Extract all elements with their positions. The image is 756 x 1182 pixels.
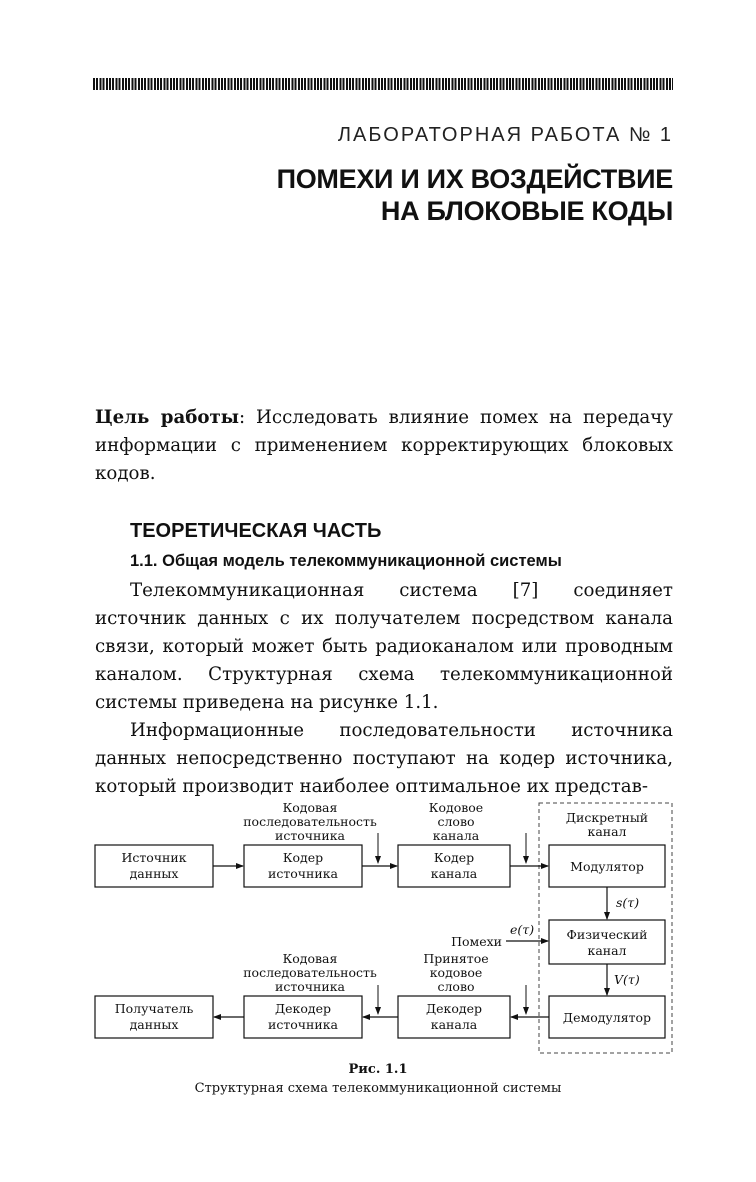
code-word-top-3: канала: [432, 828, 480, 843]
physical-channel-label-2: канал: [587, 943, 627, 958]
goal-text: : Исследовать влияние помех на передачу информации с применением корректирующих блоковых кодов.: [95, 407, 674, 484]
source-coder-label-2: источника: [268, 866, 338, 881]
source-label-1: Источник: [121, 850, 187, 865]
subsection-heading: 1.1. Общая модель телекоммуникационной системы: [130, 552, 562, 570]
code-word-top-2: слово: [437, 814, 475, 829]
modulator-label: Модулятор: [570, 859, 644, 874]
code-word-top-1: Кодовое: [428, 800, 484, 815]
channel-coder-label-1: Кодер: [433, 850, 475, 865]
source-decoder-label-1: Декодер: [275, 1001, 331, 1016]
source-decoder-label-2: источника: [268, 1017, 338, 1032]
paragraph-1: Телекоммуникационная система [7] соединяет источник данных с их получателем посредством канала связи, который может быть радиоканалом или проводным каналом. Структурная схема телекоммуникационной системы приведена на рисунке 1.1.: [95, 580, 673, 713]
title-line-1: ПОМЕХИ И ИХ ВОЗДЕЙСТВИЕ: [276, 164, 673, 194]
signal-s: s(τ): [616, 895, 640, 910]
channel-decoder-label-2: канала: [430, 1017, 478, 1032]
paragraph-2: Информационные последовательности источника данных непосредственно поступают на кодер источника, который производит наиболее оптимальное их представ-: [95, 720, 673, 797]
section-heading: ТЕОРЕТИЧЕСКАЯ ЧАСТЬ: [130, 520, 382, 542]
title-line-2: НА БЛОКОВЫЕ КОДЫ: [380, 196, 673, 226]
figure-caption: Структурная схема телекоммуникационной системы: [194, 1081, 562, 1096]
source-coder-label-1: Кодер: [282, 850, 324, 865]
discrete-channel-label-1: Дискретный: [565, 810, 649, 825]
goal-label: Цель работы: [95, 407, 240, 428]
noise-label: Помехи: [451, 934, 502, 949]
channel-decoder-label-1: Декодер: [426, 1001, 482, 1016]
discrete-channel-label-2: канал: [587, 824, 627, 839]
lab-number: ЛАБОРАТОРНАЯ РАБОТА № 1: [337, 124, 673, 146]
received-word-3: слово: [437, 979, 475, 994]
receiver-label-2: данных: [129, 1017, 179, 1032]
receiver-label-1: Получатель: [114, 1001, 194, 1016]
code-sequence-bottom-2: последовательность: [243, 965, 377, 980]
received-word-1: Принятое: [423, 951, 489, 966]
code-sequence-bottom-1: Кодовая: [282, 951, 338, 966]
noise-signal: e(τ): [510, 922, 535, 937]
physical-channel-label-1: Физический: [566, 927, 648, 942]
source-label-2: данных: [129, 866, 179, 881]
code-sequence-bottom-3: источника: [275, 979, 345, 994]
code-sequence-top-3: источника: [275, 828, 345, 843]
figure-number: Рис. 1.1: [348, 1062, 408, 1077]
demodulator-label: Демодулятор: [562, 1010, 652, 1025]
code-sequence-top-2: последовательность: [243, 814, 377, 829]
received-word-2: кодовое: [429, 965, 483, 980]
signal-v: V(τ): [614, 972, 640, 987]
code-sequence-top-1: Кодовая: [282, 800, 338, 815]
channel-coder-label-2: канала: [430, 866, 478, 881]
